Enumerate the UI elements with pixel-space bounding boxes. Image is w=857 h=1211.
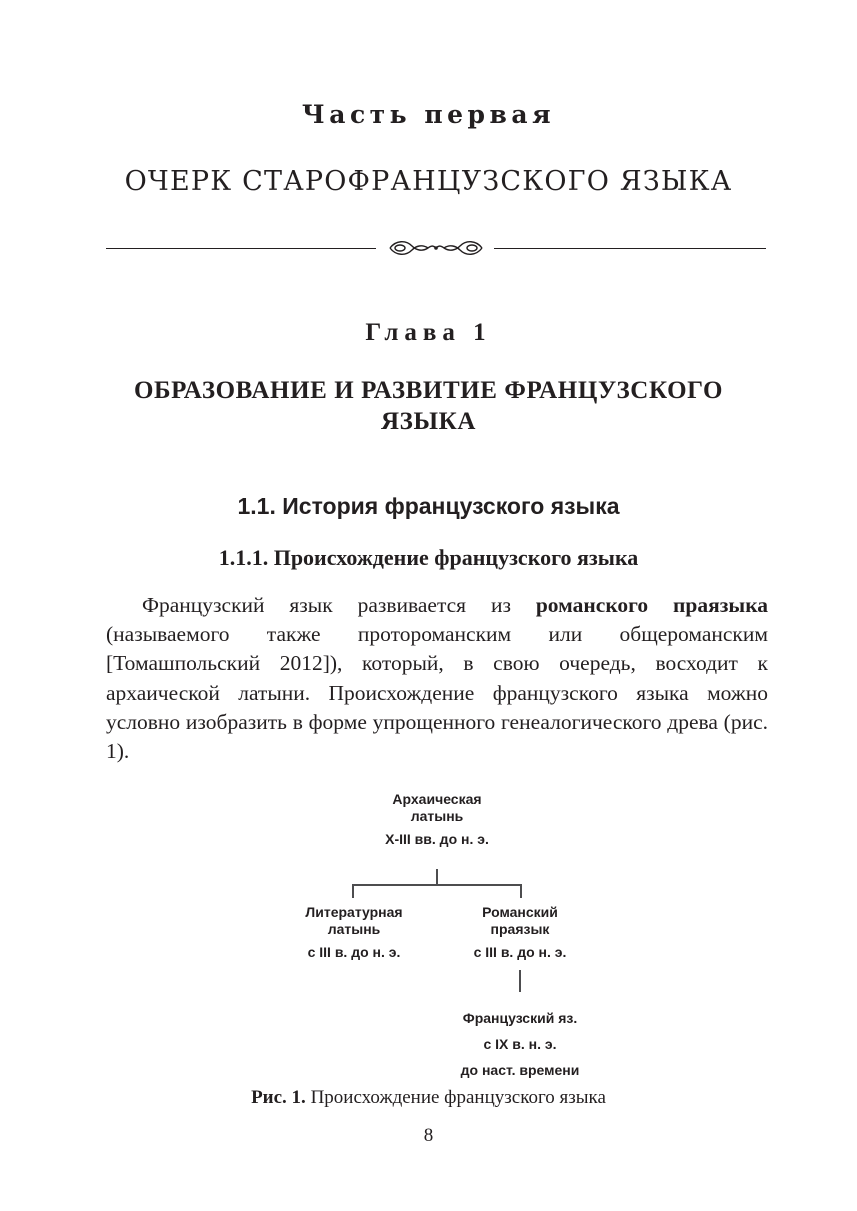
tree-connector-right — [520, 884, 522, 898]
body-paragraph — [106, 591, 768, 766]
diagram-node-root — [337, 791, 537, 848]
left-date: с III в. до н. э. — [307, 944, 401, 960]
right-line1: Романский — [482, 904, 558, 920]
part-label: Часть первая — [301, 100, 556, 129]
left-line1: Литературная — [305, 904, 403, 920]
child-date: с IX в. н. э. — [483, 1036, 557, 1052]
root-line1: Архаическая — [392, 791, 482, 807]
divider-right — [494, 248, 766, 249]
chapter-title-line1: ОБРАЗОВАНИЕ И РАЗВИТИЕ ФРАНЦУЗСКОГО — [133, 377, 724, 404]
child-line1: Французский яз. — [462, 1010, 578, 1026]
right-line2: праязык — [490, 921, 550, 937]
divider-left — [106, 248, 376, 249]
child-date2: до наст. времени — [460, 1062, 580, 1078]
diagram-node-left — [264, 904, 444, 961]
root-line2: латынь — [410, 808, 464, 824]
subsection-title: 1.1.1. Происхождение французского языка — [218, 545, 639, 570]
left-line2: латынь — [327, 921, 381, 937]
diagram-node-right — [430, 904, 610, 961]
section-title: 1.1. История французского языка — [237, 493, 620, 519]
part-title: ОЧЕРК СТАРОФРАНЦУЗСКОГО ЯЗЫКА — [124, 166, 733, 197]
paragraph-bold-term: романского праязыка — [535, 593, 769, 617]
diagram-node-child — [420, 1005, 620, 1083]
tree-connector-horizontal — [352, 884, 522, 886]
figure-caption — [0, 1087, 857, 1109]
caption-label: Рис. 1. — [251, 1087, 306, 1108]
tree-connector-child — [519, 970, 521, 992]
paragraph-text-after: (называемого также протороманским или общероманским [Томашпольский 2012]), который, в свою очередь, восходит к архаической латыни. Происхождение французского языка можно условно изобразить в форме упрощенного генеалогического древа (рис. 1). — [106, 622, 768, 764]
tree-connector-root — [436, 869, 438, 885]
paragraph-text-before: Французский язык развивается из — [142, 593, 536, 617]
caption-text: Происхождение французского языка — [305, 1087, 606, 1108]
right-date: с III в. до н. э. — [473, 944, 567, 960]
ornament-icon — [386, 236, 486, 260]
root-date: X-III вв. до н. э. — [385, 831, 489, 847]
page-number: 8 — [423, 1125, 434, 1146]
chapter-label: Глава 1 — [365, 319, 492, 346]
chapter-title — [0, 375, 857, 437]
tree-connector-left — [352, 884, 354, 898]
chapter-title-line2: ЯЗЫКА — [381, 408, 476, 435]
